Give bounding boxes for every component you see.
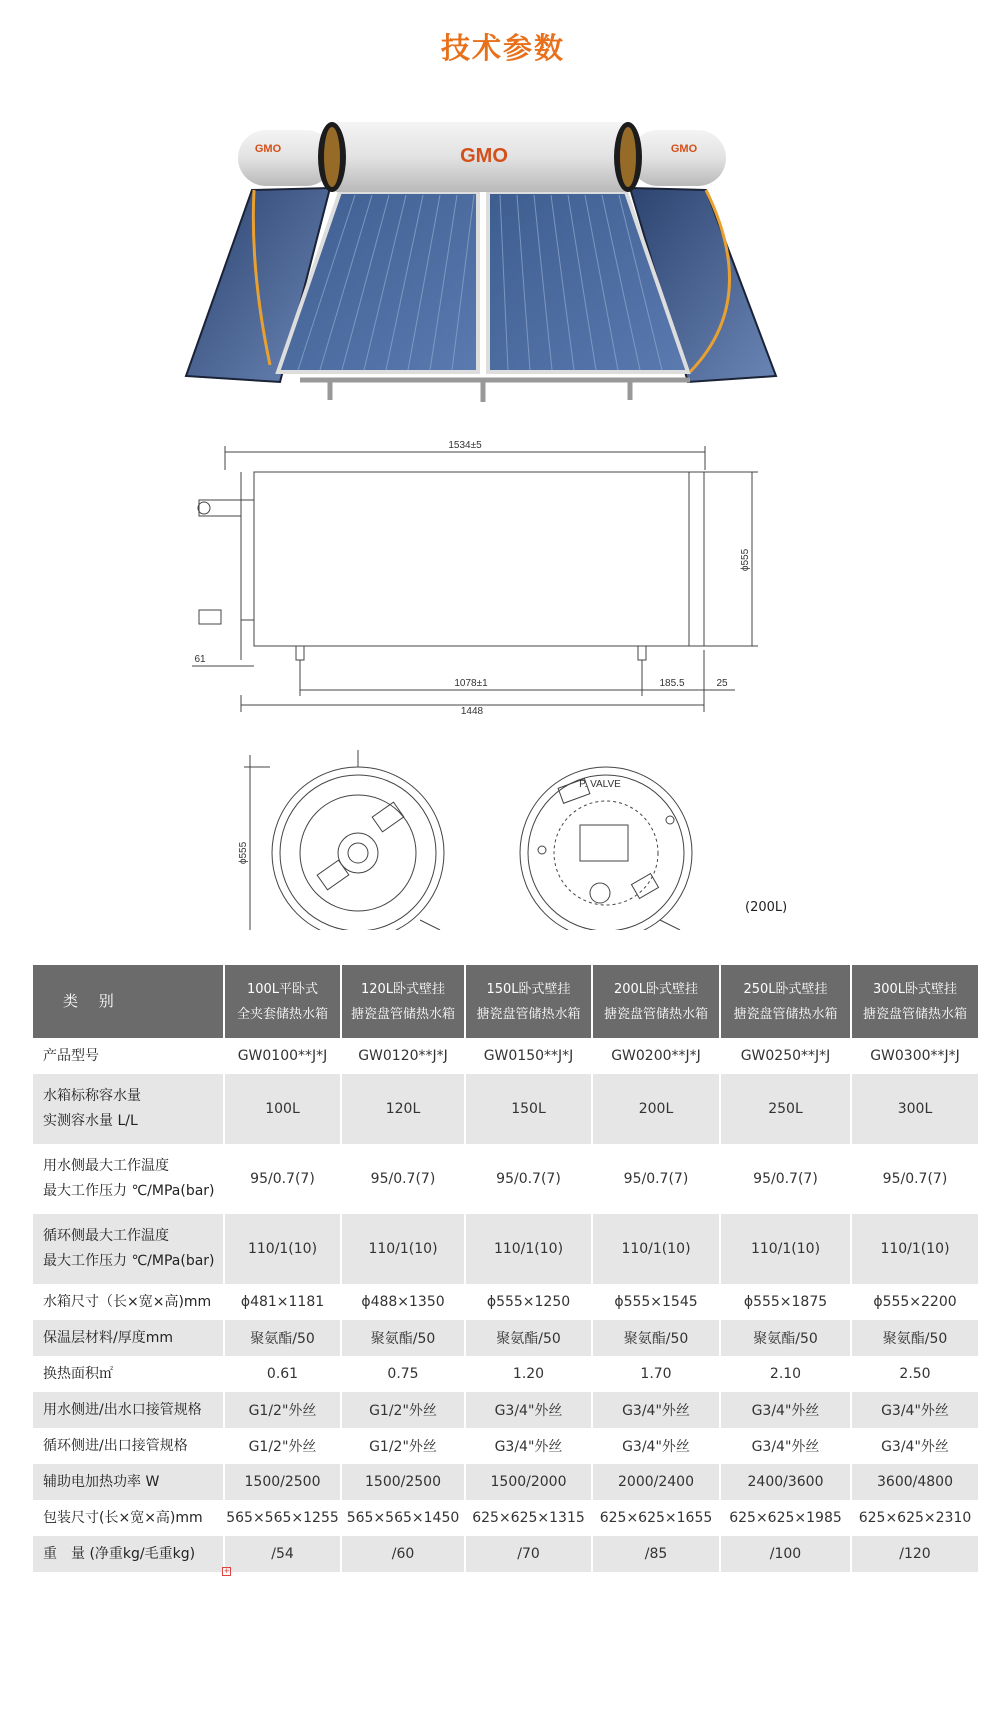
table-cell: G1/2"外丝 [224, 1392, 341, 1428]
table-cell: 200L [592, 1074, 720, 1144]
table-cell: 625×625×2310 [851, 1500, 978, 1536]
row-label [33, 1038, 224, 1074]
row-label-line: 保温层材料/厚度mm [43, 1329, 173, 1346]
row-label [33, 1536, 224, 1572]
table-cell: 95/0.7(7) [851, 1144, 978, 1214]
row-label-line: 包装尺寸(长×宽×高)mm [43, 1509, 203, 1526]
table-cell: 聚氨酯/50 [224, 1320, 341, 1356]
table-cell: 625×625×1315 [465, 1500, 592, 1536]
column-header-line: 搪瓷盘管储热水箱 [476, 1006, 581, 1022]
row-label-line: 循环侧进/出口接管规格 [43, 1437, 188, 1454]
table-cell: G3/4"外丝 [851, 1428, 978, 1464]
table-cell: 120L [341, 1074, 465, 1144]
column-header-line: 搪瓷盘管储热水箱 [733, 1006, 838, 1022]
table-cell: 聚氨酯/50 [341, 1320, 465, 1356]
table-cell: G3/4"外丝 [851, 1392, 978, 1428]
table-cell: G1/2"外丝 [341, 1428, 465, 1464]
table-row [33, 1320, 978, 1356]
table-cell: 0.61 [224, 1356, 341, 1392]
table-row [33, 1144, 978, 1214]
column-header-line: 250L卧式壁挂 [743, 981, 828, 997]
row-label [33, 1074, 224, 1144]
table-cell: GW0100**J*J [224, 1038, 341, 1074]
table-cell: 1.70 [592, 1356, 720, 1392]
table-cell: 110/1(10) [720, 1214, 851, 1284]
table-cell: 聚氨酯/50 [465, 1320, 592, 1356]
brand-logo: GMO [460, 145, 508, 167]
table-body [33, 1038, 978, 1572]
table-cell: 150L [465, 1074, 592, 1144]
table-cell: 100L [224, 1074, 341, 1144]
row-label-line: 水箱尺寸（长×宽×高)mm [43, 1293, 212, 1310]
column-header [465, 965, 592, 1038]
row-label [33, 1284, 224, 1320]
column-header [851, 965, 978, 1038]
row-label [33, 1320, 224, 1356]
column-header-line: 搪瓷盘管储热水箱 [862, 1006, 967, 1022]
table-row [33, 1536, 978, 1572]
table-cell: 110/1(10) [592, 1214, 720, 1284]
table-cell: G3/4"外丝 [592, 1392, 720, 1428]
table-cell: ϕ555×1545 [592, 1284, 720, 1320]
table-cell: 300L [851, 1074, 978, 1144]
table-cell: 聚氨酯/50 [851, 1320, 978, 1356]
table-cell: 2000/2400 [592, 1464, 720, 1500]
dim-side-diameter: ϕ555 [238, 841, 249, 865]
table-cell: 110/1(10) [851, 1214, 978, 1284]
table-row [33, 1074, 978, 1144]
row-label [33, 1500, 224, 1536]
table-cell: 565×565×1255 [224, 1500, 341, 1536]
table-cell: 95/0.7(7) [465, 1144, 592, 1214]
dim-overall-width: 1534±5 [448, 440, 482, 451]
table-cell: 110/1(10) [224, 1214, 341, 1284]
row-label [33, 1144, 224, 1214]
table-cell: /70 [465, 1536, 592, 1572]
table-cell: 1500/2000 [465, 1464, 592, 1500]
table-cell: 625×625×1655 [592, 1500, 720, 1536]
table-cell: GW0200**J*J [592, 1038, 720, 1074]
table-cell: ϕ481×1181 [224, 1284, 341, 1320]
row-label [33, 1464, 224, 1500]
table-cell: /120 [851, 1536, 978, 1572]
column-header [720, 965, 851, 1038]
table-cell: G3/4"外丝 [465, 1428, 592, 1464]
dim-bracket-span: 1078±1 [454, 678, 488, 689]
column-header-line: 100L平卧式 [246, 981, 319, 997]
corner-header: 类 别 [33, 965, 224, 1038]
table-cell: 0.75 [341, 1356, 465, 1392]
side-label: P. VALVE [579, 779, 621, 790]
table-cell: 110/1(10) [465, 1214, 592, 1284]
table-cell: 95/0.7(7) [720, 1144, 851, 1214]
table-cell: 聚氨酯/50 [592, 1320, 720, 1356]
row-label-line: 产品型号 [43, 1047, 99, 1064]
dim-right-edge: 25 [716, 678, 728, 689]
table-cell: 1500/2500 [224, 1464, 341, 1500]
row-label-line: 水箱标称容水量 [43, 1088, 141, 1104]
table-cell: G1/2"外丝 [341, 1392, 465, 1428]
page-title: 技术参数 [440, 31, 565, 65]
small-mark-icon: + [223, 1567, 230, 1575]
column-header [224, 965, 341, 1038]
row-label-line: 换热面积㎡ [43, 1365, 113, 1382]
table-cell: ϕ555×1250 [465, 1284, 592, 1320]
row-label-line: 最大工作压力 ℃/MPa(bar) [43, 1253, 215, 1269]
table-cell: 95/0.7(7) [341, 1144, 465, 1214]
row-label-line: 用水侧进/出水口接管规格 [43, 1401, 202, 1418]
table-cell: G3/4"外丝 [465, 1392, 592, 1428]
column-header [592, 965, 720, 1038]
table-cell: 95/0.7(7) [224, 1144, 341, 1214]
dim-body-length: 1448 [460, 706, 484, 717]
table-cell: 2400/3600 [720, 1464, 851, 1500]
column-header [341, 965, 465, 1038]
table-row [33, 1038, 978, 1074]
row-label [33, 1392, 224, 1428]
column-header-line: 搪瓷盘管储热水箱 [350, 1006, 455, 1022]
table-cell: /100 [720, 1536, 851, 1572]
row-label [33, 1356, 224, 1392]
table-cell: /85 [592, 1536, 720, 1572]
column-header-line: 200L卧式壁挂 [613, 981, 699, 997]
table-cell: GW0150**J*J [465, 1038, 592, 1074]
dim-right-offset: 185.5 [659, 678, 685, 689]
table-cell: GW0300**J*J [851, 1038, 978, 1074]
table-cell: 250L [720, 1074, 851, 1144]
table-cell: G1/2"外丝 [224, 1428, 341, 1464]
table-cell: G3/4"外丝 [720, 1428, 851, 1464]
table-cell: ϕ555×2200 [851, 1284, 978, 1320]
table-cell: /54 [224, 1536, 341, 1572]
table-cell: G3/4"外丝 [720, 1392, 851, 1428]
column-header-line: 150L卧式壁挂 [486, 981, 571, 997]
table-row [33, 1428, 978, 1464]
spec-table [33, 965, 978, 1572]
row-label [33, 1428, 224, 1464]
table-row [33, 1214, 978, 1284]
column-header-line: 全夹套储热水箱 [236, 1006, 328, 1022]
column-header-line: 300L卧式壁挂 [872, 981, 958, 997]
row-label-line: 实测容水量 L/L [43, 1113, 138, 1129]
table-cell: 3600/4800 [851, 1464, 978, 1500]
brand-logo-right: GMO [670, 143, 698, 155]
column-header-line: 搪瓷盘管储热水箱 [603, 1006, 708, 1022]
table-cell: 110/1(10) [341, 1214, 465, 1284]
brand-logo-left: GMO [254, 143, 282, 155]
table-row [33, 1464, 978, 1500]
table-cell: /60 [341, 1536, 465, 1572]
table-cell: 聚氨酯/50 [720, 1320, 851, 1356]
column-header-line: 120L卧式壁挂 [360, 981, 446, 997]
model-note: (200L) [745, 900, 788, 915]
table-header-row [33, 965, 978, 1038]
table-cell: 625×625×1985 [720, 1500, 851, 1536]
table-cell: 2.50 [851, 1356, 978, 1392]
table-cell: 565×565×1450 [341, 1500, 465, 1536]
table-cell: 1.20 [465, 1356, 592, 1392]
dim-diameter: ϕ555 [740, 548, 751, 572]
row-label [33, 1214, 224, 1284]
dim-left-offset: 61 [194, 654, 206, 665]
table-cell: GW0250**J*J [720, 1038, 851, 1074]
row-label-line: 辅助电加热功率 W [43, 1473, 160, 1490]
table-cell: ϕ555×1875 [720, 1284, 851, 1320]
table-cell: 2.10 [720, 1356, 851, 1392]
row-label-line: 重 量 (净重kg/毛重kg) [43, 1545, 196, 1562]
table-cell: 1500/2500 [341, 1464, 465, 1500]
row-label-line: 最大工作压力 ℃/MPa(bar) [43, 1183, 215, 1199]
table-row [33, 1356, 978, 1392]
table-row [33, 1500, 978, 1536]
row-label-line: 用水侧最大工作温度 [43, 1158, 169, 1174]
table-cell: G3/4"外丝 [592, 1428, 720, 1464]
table-row [33, 1392, 978, 1428]
table-row [33, 1284, 978, 1320]
table-cell: GW0120**J*J [341, 1038, 465, 1074]
row-label-line: 循环侧最大工作温度 [43, 1228, 169, 1244]
table-cell: 95/0.7(7) [592, 1144, 720, 1214]
table-cell: ϕ488×1350 [341, 1284, 465, 1320]
